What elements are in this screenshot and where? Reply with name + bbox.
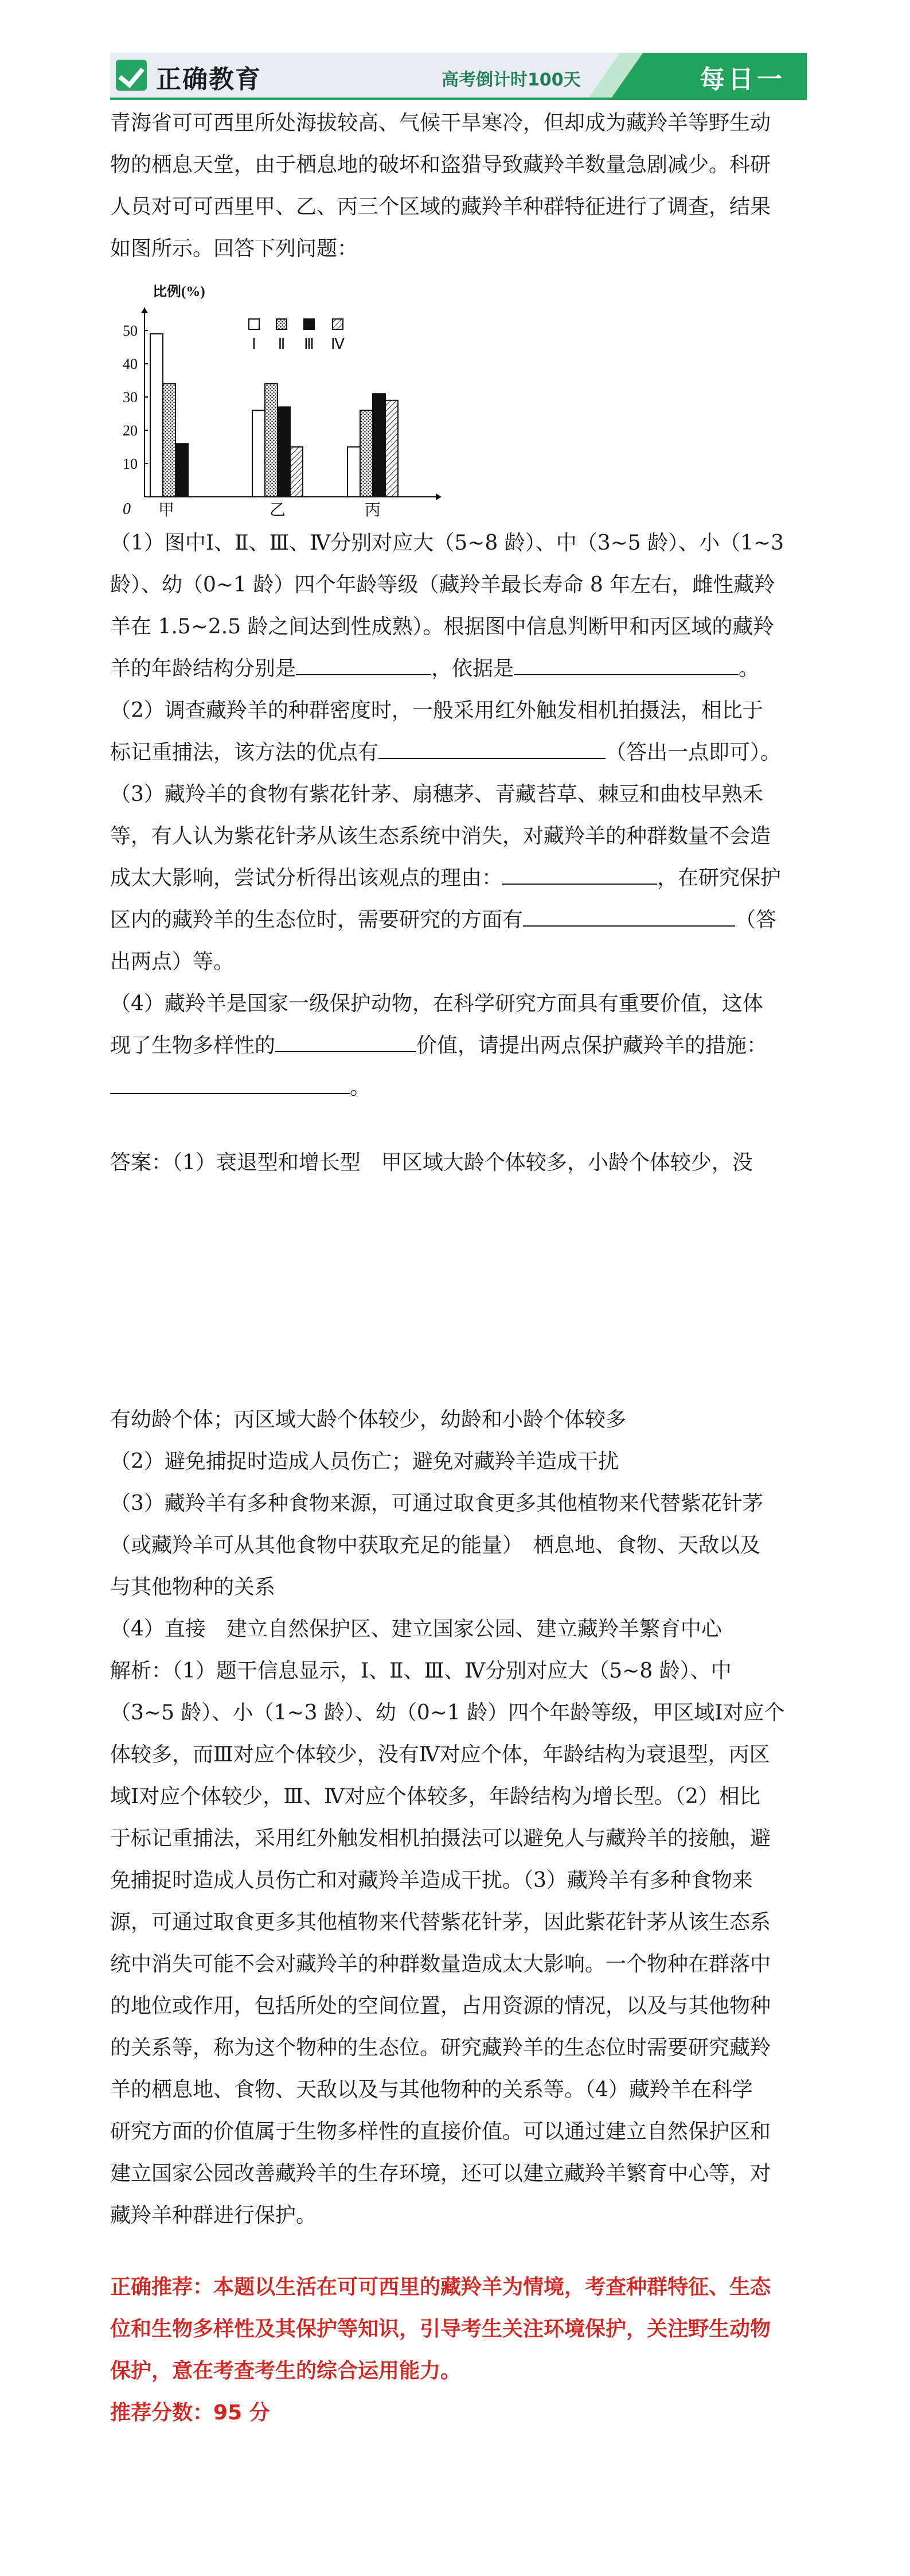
bar <box>278 407 290 497</box>
answer-first-line <box>110 1142 807 1184</box>
y-tick-label: 20 <box>123 422 138 439</box>
text-line: （2）避免捕捉时造成人员伤亡；避免对藏羚羊造成干扰 <box>110 1450 619 1473</box>
text-fragment: ，在研究保护 <box>657 866 782 890</box>
bar <box>385 400 398 497</box>
text-line: 保护，意在考查考生的综合运用能力。 <box>110 2359 462 2383</box>
text-line <box>110 648 807 690</box>
text-line: 青海省可可西里所处海拔较高、气候干旱寒冷，但却成为藏羚羊等野生动 <box>110 111 771 135</box>
text-line: （1）图中Ⅰ、Ⅱ、Ⅲ、Ⅳ分别对应大（5~8 龄）、中（3~5 龄）、小（1~3 <box>110 531 784 555</box>
text-fragment: 。 <box>350 1076 371 1099</box>
bar <box>373 394 385 497</box>
text-line: （3）藏羚羊有多种食物来源，可通过取食更多其他植物来代替紫花针茅 <box>110 1492 763 1515</box>
answer-blank[interactable] <box>296 651 431 675</box>
legend-swatch <box>276 319 287 329</box>
y-tick-label: 50 <box>123 322 138 339</box>
text-line <box>110 857 807 899</box>
bar <box>175 443 188 497</box>
legend-label: Ⅲ <box>304 336 314 352</box>
answer-blank[interactable] <box>523 902 735 927</box>
text-line: 物的栖息天堂，由于栖息地的破坏和盗猎导致藏羚羊数量急剧减少。科研 <box>110 153 771 177</box>
bar <box>265 384 278 497</box>
answer-blank[interactable] <box>275 1028 416 1052</box>
text-line: 等，有人认为紫花针茅从该生态系统中消失，对藏羚羊的种群数量不会造 <box>110 824 771 848</box>
legend-swatch <box>333 319 343 329</box>
brand-name: 正确教育 <box>156 65 261 94</box>
text-fragment: 。 <box>739 657 760 680</box>
text-line: 的关系等，称为这个物种的生态位。研究藏羚羊的生态位时需要研究藏羚 <box>110 2036 771 2060</box>
text-line: 源，可通过取食更多其他植物来代替紫花针茅，因此紫花针茅从该生态系 <box>110 1910 771 1934</box>
header-banner <box>110 53 807 98</box>
text-fragment: ，依据是 <box>431 657 514 680</box>
answer-blank[interactable] <box>378 735 606 759</box>
y-axis-arrow <box>141 308 148 313</box>
legend-swatch <box>304 319 314 329</box>
text-line: 体较多，而Ⅲ对应个体较少，没有Ⅳ对应个体，年龄结构为衰退型，丙区 <box>110 1743 770 1766</box>
checkmark-icon <box>116 60 147 91</box>
text-line: 统中消失可能不会对藏羚羊的种群数量造成太大影响。一个物种在群落中 <box>110 1952 771 1976</box>
text-line: 正确推荐：本题以生活在可可西里的藏羚羊为情境，考查种群特征、生态 <box>110 2275 771 2299</box>
legend-label: Ⅱ <box>278 336 286 352</box>
answer-blank[interactable] <box>514 651 739 675</box>
answer-blank[interactable] <box>502 861 657 885</box>
y-tick-label: 10 <box>123 456 138 472</box>
recommended-score: 推荐分数：95 分 <box>110 2401 270 2425</box>
text-line: 域Ⅰ对应个体较少，Ⅲ、Ⅳ对应个体较多，年龄结构为增长型。（2）相比 <box>110 1785 760 1808</box>
header-divider <box>110 98 807 100</box>
question-intro <box>110 102 807 270</box>
text-fragment: （答 <box>735 908 777 932</box>
x-tick-label: 乙 <box>269 501 286 519</box>
text-line: （2）调查藏羚羊的种群密度时，一般采用红外触发相机拍摄法，相比于 <box>110 699 763 722</box>
y-axis-label: 比例(%) <box>153 285 205 299</box>
text-line: 藏羚羊种群进行保护。 <box>110 2204 317 2227</box>
text-line: 的地位或作用，包括所处的空间位置，占用资源的情况，以及与其他物种 <box>110 1994 771 2018</box>
text-line <box>110 1025 807 1067</box>
bar <box>150 334 163 497</box>
text-line: 建立国家公园改善藏羚羊的生存环境，还可以建立藏羚羊繁育中心等，对 <box>110 2162 771 2185</box>
recommendation <box>110 2266 807 2434</box>
answer-section <box>110 1399 807 2236</box>
text-fragment: 羊的年龄结构分别是 <box>110 657 296 680</box>
legend-label: Ⅰ <box>252 336 256 352</box>
text-line: 如图所示。回答下列问题： <box>110 237 358 260</box>
text-line <box>110 899 807 941</box>
y-tick-label: 30 <box>123 389 138 406</box>
text-line: 龄）、幼（0~1 龄）四个年龄等级（藏羚羊最长寿命 8 年左右，雌性藏羚 <box>110 573 775 597</box>
x-tick-label: 甲 <box>158 501 175 519</box>
text-line: 位和生物多样性及其保护等知识，引导考生关注环境保护，关注野生动物 <box>110 2317 771 2341</box>
text-line: （3）藏羚羊的食物有紫花针茅、扇穗茅、青藏苔草、棘豆和曲枝早熟禾 <box>110 783 763 806</box>
y-tick-label: 40 <box>123 356 138 372</box>
text-line: 解析：（1）题干信息显示，Ⅰ、Ⅱ、Ⅲ、Ⅳ分别对应大（5~8 龄）、中 <box>110 1659 732 1683</box>
daily-question-label: 每日一 <box>700 65 786 94</box>
text-line: 免捕捉时造成人员伤亡和对藏羚羊造成干扰。（3）藏羚羊有多种食物来 <box>110 1869 753 1892</box>
text-line: 研究方面的价值属于生物多样性的直接价值。可以通过建立自然保护区和 <box>110 2120 771 2143</box>
text-line <box>110 1067 807 1108</box>
text-line: （3~5 龄）、小（1~3 龄）、幼（0~1 龄）四个年龄等级，甲区域Ⅰ对应个 <box>110 1701 785 1725</box>
text-line: 人员对可可西里甲、乙、丙三个区域的藏羚羊种群特征进行了调查，结果 <box>110 195 771 219</box>
text-line: 羊的栖息地、食物、天敌以及与其他物种的关系等。（4）藏羚羊在科学 <box>110 2078 753 2102</box>
countdown-label: 高考倒计时100天 <box>442 70 581 90</box>
text-fragment: 成太大影响，尝试分析得出该观点的理由： <box>110 866 503 890</box>
bar <box>252 410 265 497</box>
chart-svg <box>115 285 442 526</box>
text-fragment: （答出一点即可）。 <box>606 741 782 764</box>
x-tick-label: 丙 <box>364 501 381 519</box>
text-line: （4）藏羚羊是国家一级保护动物，在科学研究方面具有重要价值，这体 <box>110 992 763 1015</box>
x-axis-arrow <box>436 493 442 500</box>
text-line: 出两点）等。 <box>110 950 235 974</box>
bar <box>290 447 303 497</box>
text-line: 有幼龄个体；丙区域大龄个体较少，幼龄和小龄个体较多 <box>110 1408 627 1431</box>
answer-blank[interactable] <box>110 1070 350 1094</box>
bar <box>163 384 175 497</box>
text-line <box>110 731 807 773</box>
text-line: （或藏羚羊可从其他食物中获取充足的能量） 栖息地、食物、天敌以及 <box>110 1534 761 1557</box>
text-line: 与其他物种的关系 <box>110 1575 276 1599</box>
text-fragment: 标记重捕法，该方法的优点有 <box>110 741 379 764</box>
text-line: 答案：（1）衰退型和增长型 甲区域大龄个体较多，小龄个体较少，没 <box>110 1151 753 1174</box>
text-line: 于标记重捕法，采用红外触发相机拍摄法可以避免人与藏羚羊的接触，避 <box>110 1827 771 1850</box>
text-fragment: 现了生物多样性的 <box>110 1034 276 1057</box>
y-tick-label: 0 <box>123 500 131 518</box>
legend-swatch <box>249 319 259 329</box>
bar <box>347 447 360 497</box>
bar <box>360 410 373 497</box>
text-line: （4）直接 建立自然保护区、建立国家公园、建立藏羚羊繁育中心 <box>110 1617 722 1641</box>
legend-label: Ⅳ <box>331 336 345 352</box>
age-structure-chart <box>115 285 442 526</box>
question-parts <box>110 522 807 1108</box>
text-fragment: 价值，请提出两点保护藏羚羊的措施： <box>416 1034 768 1057</box>
text-fragment: 区内的藏羚羊的生态位时，需要研究的方面有 <box>110 908 524 932</box>
text-line: 羊在 1.5~2.5 龄之间达到性成熟）。根据图中信息判断甲和丙区域的藏羚 <box>110 615 774 639</box>
